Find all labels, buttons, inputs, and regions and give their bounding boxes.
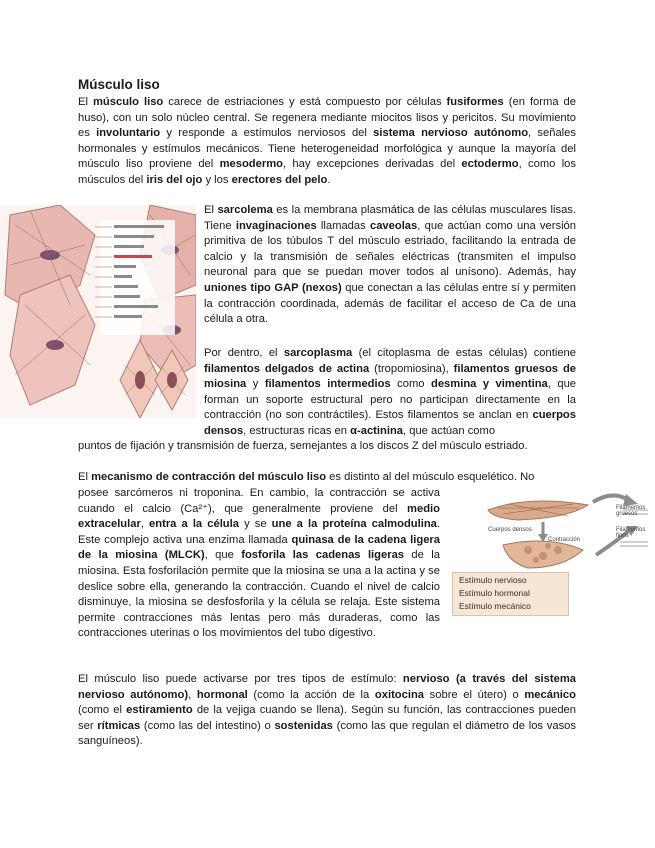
bold-term: invaginaciones (235, 219, 317, 232)
bold-term: sistema nervioso autónomo (373, 127, 529, 140)
relaxed-cell (488, 501, 588, 520)
text-run: Por dentro, el (204, 347, 284, 359)
text-run: y responde a estímulos nerviosos del (160, 127, 374, 140)
bold-term: sarcolema (217, 204, 273, 216)
bold-term: estiramiento (126, 704, 193, 717)
stimulus-hormonal: Estímulo hormonal (459, 588, 530, 598)
text-run: El músculo liso puede activarse por tres tipos de estímulo: (78, 673, 403, 685)
bold-term: sostenidas (274, 719, 333, 732)
bold-term: medio extracelular (78, 502, 440, 531)
text-run: de la vejiga cuando se llena). Según su función, las contracciones pueden ser (78, 704, 576, 732)
bold-term: involuntario (96, 127, 161, 140)
paragraph-contraction-intro (78, 470, 576, 486)
paragraph-sarcoplasma (204, 346, 576, 440)
text-run: . Este complejo activa una enzima llamada (78, 518, 441, 546)
text-run: (el citoplasma de estas células) contiene (352, 347, 576, 359)
bold-term: nervioso (a través del sistema nervioso autónomo) (78, 673, 576, 701)
bold-term: fusiformes (446, 96, 504, 108)
bold-term: sarcoplasma (283, 347, 353, 359)
bold-term: une a la proteína calmodulina (271, 518, 437, 531)
text-run: El (204, 204, 218, 216)
text-run: y (246, 378, 265, 391)
text-run: , hay excepciones derivadas del (283, 158, 462, 171)
text-run: (como las que regulan el diámetro de los vasos sanguíneos). (78, 719, 576, 748)
paragraph-sarcolema (204, 203, 576, 328)
text-run: carece de estriaciones y está compuesto por células (163, 96, 447, 108)
bold-term: mecánico (524, 688, 576, 701)
arrow-curved-icon (593, 495, 628, 502)
paragraph-intro (78, 95, 576, 189)
label-thick-filaments: Filamentos gruesos (616, 505, 646, 517)
text-run: de la miosina. Esta fosforilación permite que la miosina se una a la actina y se deslice sobre ella, generando la contracción. Cuando el nivel de calcio disminuye, la miosina se desfosforila y la célula se relaja. Este sistema permite contracciones más lentas pero más duraderas, como las contracciones uterinas o los movimientos del tubo digestivo. (78, 549, 440, 640)
label-contraction: Contracción (548, 537, 581, 543)
bold-term: hormonal (196, 688, 248, 701)
text-run: , señales hormonales y estímulos mecánicos. Tiene heterogeneidad morfológica y aunque la mayoría del músculo liso proviene del (78, 127, 576, 171)
text-run: (tropomiosina), (369, 362, 454, 375)
text-run: posee sarcómeros ni troponina. En cambio, la contracción se activa cuando el calcio (Ca²⁺), que generalmente proviene del (78, 487, 440, 515)
bold-term: erectores del pelo (231, 173, 328, 186)
bold-term: quinasa de la cadena ligera de la miosina (MLCK) (78, 533, 441, 562)
bold-term: caveolas (369, 219, 418, 232)
paragraph-stimulus-types (78, 672, 576, 750)
text-run: es distinto al del músculo esquelético. No (326, 471, 535, 483)
text-run: . (327, 173, 331, 186)
bold-term: músculo liso (92, 96, 164, 108)
stimulus-nervous: Estímulo nervioso (459, 575, 527, 585)
text-run: y los (202, 173, 232, 186)
text-run: El (78, 96, 93, 108)
text-run: (como las del intestino) o (140, 719, 275, 732)
paragraph-contraction-mechanism (78, 486, 440, 642)
bold-term: desmina y vimentina (430, 378, 548, 391)
stimulus-box (452, 572, 569, 616)
bold-term: iris del ojo (146, 173, 203, 186)
stimulus-mechanical: Estímulo mecánico (459, 601, 531, 611)
bold-term: rítmicas (97, 719, 141, 732)
text-run: (como la acción de la (247, 688, 375, 701)
bold-term: oxitocina (374, 688, 425, 701)
bold-term: mesodermo (219, 158, 283, 171)
paragraph-sarcoplasma-continued (78, 439, 576, 455)
bold-term: filamentos delgados de actina (204, 362, 370, 375)
bold-term: filamentos intermedios (264, 378, 391, 391)
text-run: llamadas (316, 219, 370, 232)
bold-term: uniones tipo GAP (nexos) (204, 281, 342, 294)
text-run: como (390, 378, 431, 391)
bold-term: α-actinina (350, 424, 404, 437)
text-run: que conectan a las células entre sí y permiten la contracción coordinada, además de facilitar el acceso de Ca de una célula a otra. (204, 281, 577, 326)
text-run: puntos de fijación y transmisión de fuerza, semejantes a los discos Z del músculo estriado. (78, 440, 528, 452)
text-run: , (140, 518, 150, 531)
text-run: , que (204, 549, 242, 562)
text-run: sobre el útero) o (424, 688, 525, 701)
bold-term: mecanismo de contracción del músculo liso (91, 471, 327, 483)
text-run: y se (238, 518, 272, 531)
text-run: , que actúan como (403, 424, 496, 437)
label-thin-filaments: Filamentos finos (616, 527, 646, 539)
text-run: , (188, 688, 197, 701)
bold-term: entra a la célula (149, 518, 239, 531)
label-dense-bodies: Cuerpos densos (488, 527, 532, 533)
text-run: El (78, 471, 92, 483)
text-run: , estructuras ricas en (243, 424, 351, 437)
text-run: (como el (78, 704, 127, 717)
bold-term: ectodermo (461, 158, 519, 171)
text-run: , como los músculos del (78, 158, 576, 186)
bold-term: filamentos gruesos de miosina (204, 362, 576, 391)
text-run: (en forma de huso), con un solo núcleo central. Se regenera mediante miocitos lisos y pericitos. Su movimiento es (78, 96, 576, 140)
bold-term: cuerpos densos (204, 409, 576, 437)
text-run: es la membrana plasmática de las células musculares lisas. Tiene (204, 204, 577, 232)
page-title: Músculo liso (78, 77, 160, 92)
text-run: , que forman un soporte estructural pero no participan directamente en la contracción (no son contráctiles). Estos filamentos se anclan en (204, 378, 577, 422)
bold-term: fosforila las cadenas ligeras (241, 549, 405, 562)
text-run: , que actúan como una versión primitiva de los túbulos T del músculo estriado, facilitando la entrada de calcio y la transmisión de señales eléctricas (transmiten el impulso neuronal para que se puedan mover todos al unísono). Además, hay (204, 219, 576, 279)
smooth-muscle-figure (0, 205, 196, 418)
